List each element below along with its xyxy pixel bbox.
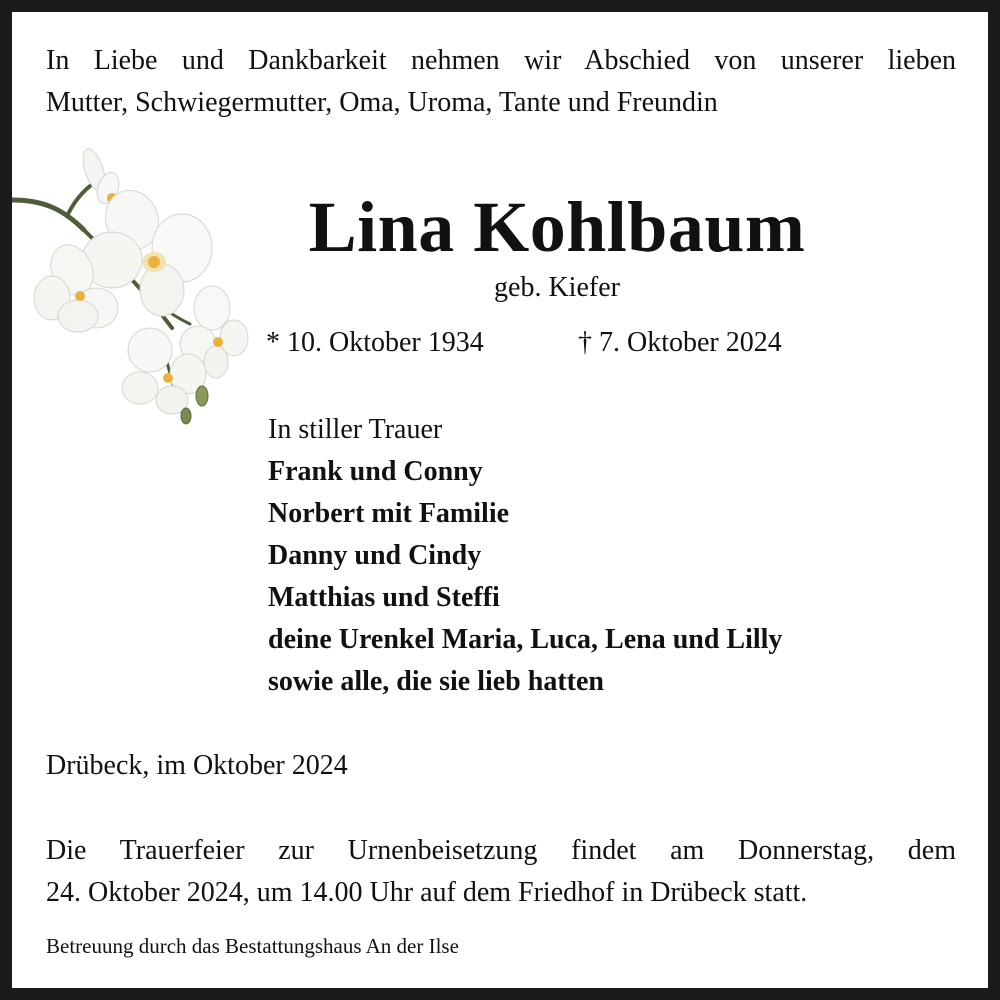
orchid-icon bbox=[12, 138, 252, 428]
ceremony-line-1: Die Trauerfeier zur Urnenbeisetzung findet am Donnerstag, dem bbox=[46, 835, 956, 866]
mourner-line: sowie alle, die sie lieb hatten bbox=[268, 666, 604, 697]
mourner-line: Frank und Conny bbox=[268, 456, 483, 487]
deceased-name: Lina Kohlbaum bbox=[308, 187, 806, 267]
intro-line-2: Mutter, Schwiegermutter, Oma, Uroma, Tante und Freundin bbox=[46, 87, 718, 118]
mourning-lead: In stiller Trauer bbox=[268, 414, 443, 445]
birth-name: geb. Kiefer bbox=[494, 272, 620, 303]
undertaker-credit: Betreuung durch das Bestattungshaus An der Ilse bbox=[46, 934, 459, 958]
intro-text bbox=[46, 40, 956, 124]
mourner-line: Norbert mit Familie bbox=[268, 498, 510, 529]
birth-date: * 10. Oktober 1934 bbox=[266, 327, 484, 358]
place-date: Drübeck, im Oktober 2024 bbox=[46, 750, 348, 781]
ceremony-text bbox=[46, 830, 956, 914]
mourner-line: Danny und Cindy bbox=[268, 540, 482, 571]
mourners-block bbox=[268, 409, 968, 703]
mourner-line: Matthias und Steffi bbox=[268, 582, 500, 613]
intro-line-1: In Liebe und Dankbarkeit nehmen wir Abschied von unserer lieben bbox=[46, 45, 956, 76]
death-date: † 7. Oktober 2024 bbox=[578, 327, 782, 358]
mourner-line: deine Urenkel Maria, Luca, Lena und Lilly bbox=[268, 624, 783, 655]
ceremony-line-2: 24. Oktober 2024, um 14.00 Uhr auf dem Friedhof in Drübeck statt. bbox=[46, 877, 808, 908]
